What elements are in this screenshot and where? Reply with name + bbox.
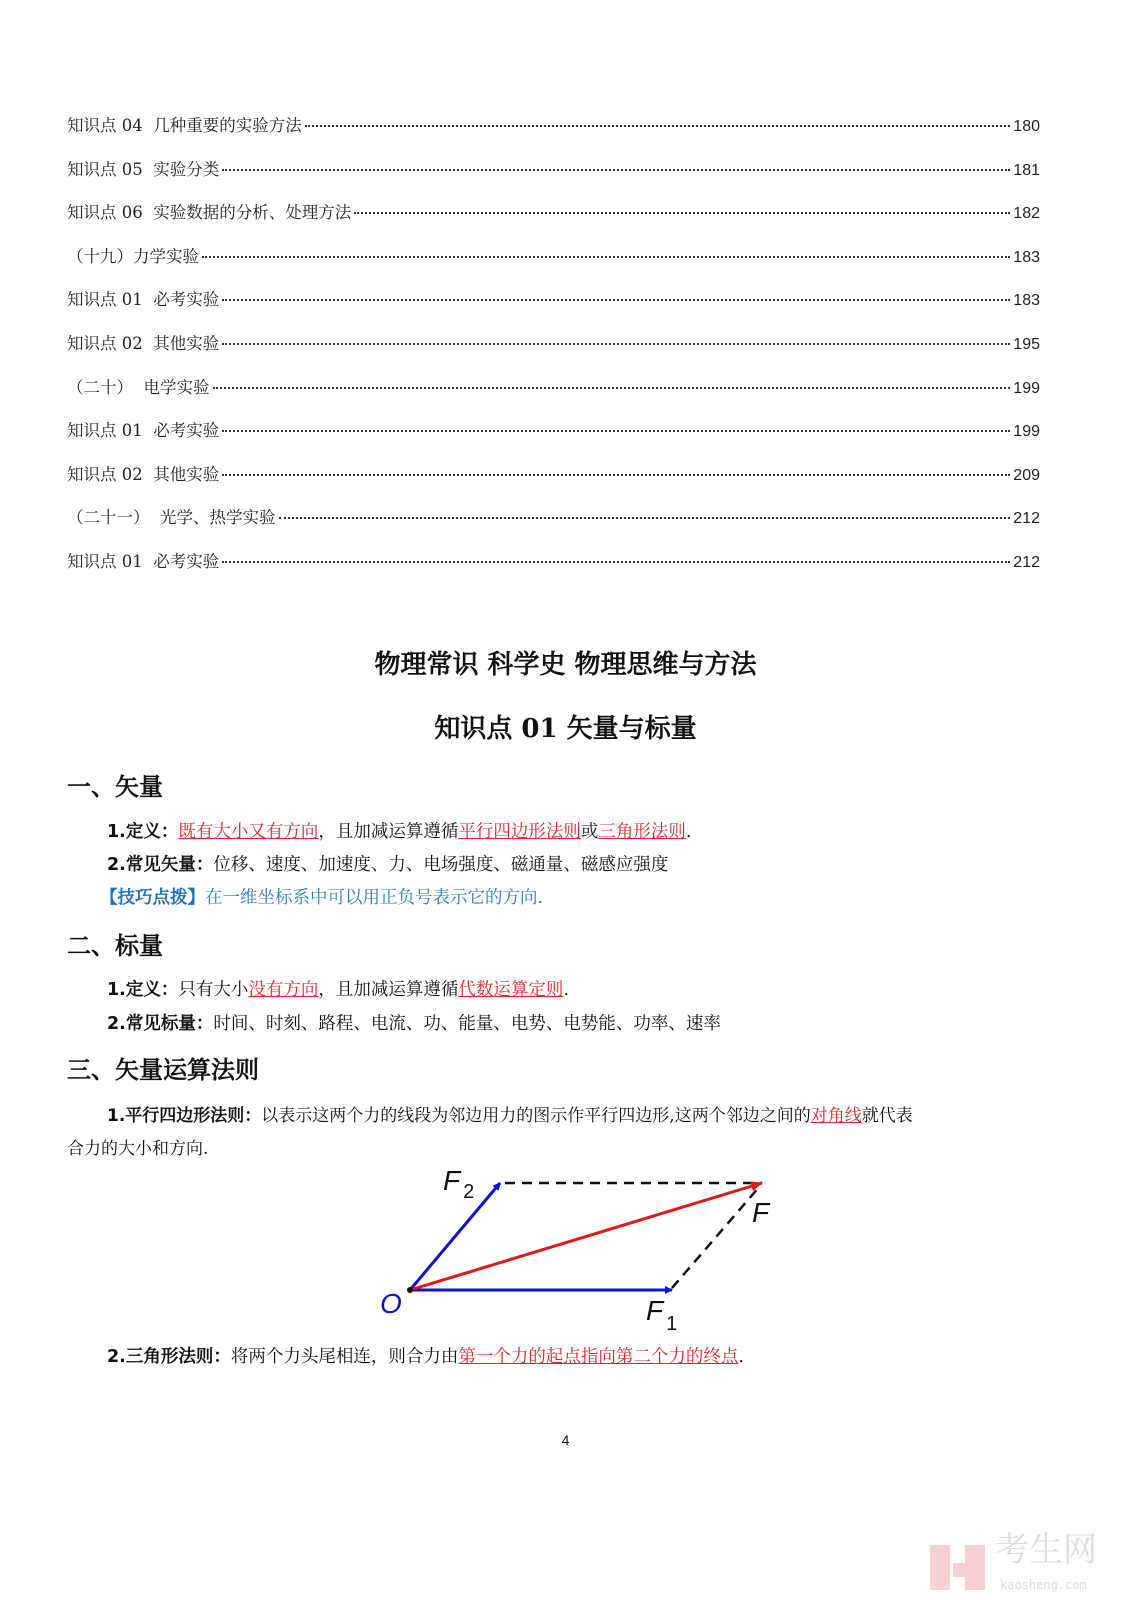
toc-page: 183	[1013, 248, 1040, 266]
tip-label: 【技巧点拨】	[100, 888, 205, 908]
toc-label: （二十一） 光学、热学实验	[67, 508, 276, 528]
highlight: 既有大小又有方向	[178, 822, 319, 842]
toc-label: 知识点 01 必考实验	[67, 290, 220, 310]
page-title: 物理常识 科学史 物理思维与方法	[374, 650, 757, 680]
toc-page: 183	[1013, 292, 1040, 310]
text: 或	[580, 822, 599, 842]
toc-page: 180	[1013, 118, 1040, 135]
triangle-rule	[107, 1343, 744, 1368]
text: .	[738, 1347, 744, 1367]
label: 1.定义：	[107, 980, 179, 1000]
heading-rules: 三、矢量运算法则	[67, 1056, 259, 1084]
tip-text: 在一维坐标系中可以用正负号表示它的方向.	[205, 888, 544, 908]
toc-page: 199	[1013, 423, 1040, 441]
highlight: 三角形法则	[598, 822, 686, 842]
watermark-url: kaosheng.com	[1000, 1578, 1087, 1592]
label: 1.平行四边形法则：	[107, 1106, 262, 1126]
watermark-name: 考生网	[995, 1530, 1097, 1570]
toc-page: 195	[1013, 336, 1040, 353]
text: 就代表	[861, 1106, 913, 1126]
toc-page: 209	[1013, 466, 1040, 484]
origin-point	[407, 1287, 413, 1293]
label-F1: F $_1$	[646, 1295, 678, 1335]
watermark-logo	[925, 1520, 1131, 1600]
text: 时间、时刻、路程、电流、功、能量、电势、电势能、功率、速率	[213, 1014, 721, 1034]
toc-label: 知识点 01 必考实验	[67, 421, 220, 441]
highlight: 没有方向	[248, 980, 319, 1000]
text: .	[563, 980, 569, 1000]
label: 2.常见标量：	[107, 1014, 214, 1034]
toc-label: （二十） 电学实验	[67, 377, 210, 397]
heading-scalar: 二、标量	[67, 932, 163, 960]
section-title: 知识点 01 矢量与标量	[434, 714, 697, 744]
highlight: 平行四边形法则	[458, 822, 581, 842]
toc-page: 182	[1013, 205, 1040, 223]
toc-page: 181	[1013, 161, 1040, 179]
label-O: O	[380, 1288, 402, 1319]
toc-page: 212	[1013, 554, 1040, 571]
label-F2: F $_2$	[443, 1165, 475, 1203]
text: ，且加减运算遵循	[318, 822, 459, 842]
toc-label: 知识点 01 必考实验	[67, 552, 220, 571]
text: 以表示这两个力的线段为邻边用力的图示作平行四边形,这两个邻边之间的	[261, 1106, 811, 1126]
toc-label: （十九）力学实验	[67, 246, 199, 266]
heading-vector: 一、矢量	[67, 773, 163, 801]
watermark-icon	[925, 1525, 993, 1595]
arrow-F2	[410, 1183, 500, 1290]
highlight: 第一个力的起点指向第二个力的终点	[458, 1347, 739, 1367]
dashed-line-right	[672, 1186, 760, 1288]
text: .	[685, 822, 692, 842]
toc-label: 知识点 02 其他实验	[67, 464, 220, 484]
text: 位移、速度、加速度、力、电场强度、磁通量、磁感应强度	[213, 855, 669, 875]
toc-page: 212	[1013, 510, 1040, 528]
text: 将两个力头尾相连，则合力由	[230, 1347, 459, 1367]
toc-label: 知识点 06 实验数据的分析、处理方法	[67, 203, 352, 223]
parallelogram-rule-cont: 合力的大小和方向.	[67, 1139, 209, 1159]
highlight: 对角线	[810, 1106, 862, 1126]
page-number: 4	[561, 1432, 570, 1448]
text: 只有大小	[178, 980, 249, 1000]
toc-label: 知识点 04 几种重要的实验方法	[67, 116, 302, 135]
toc-label: 知识点 05 实验分类	[67, 159, 220, 179]
label-F: F	[752, 1197, 770, 1228]
text: ，且加减运算遵循	[318, 980, 459, 1000]
highlight: 代数运算定则	[458, 980, 564, 1000]
label: 2.三角形法则：	[107, 1347, 231, 1367]
toc-page: 199	[1013, 379, 1040, 397]
label: 2.常见矢量：	[107, 855, 214, 875]
label: 1.定义：	[107, 822, 179, 842]
toc-label: 知识点 02 其他实验	[67, 334, 220, 353]
